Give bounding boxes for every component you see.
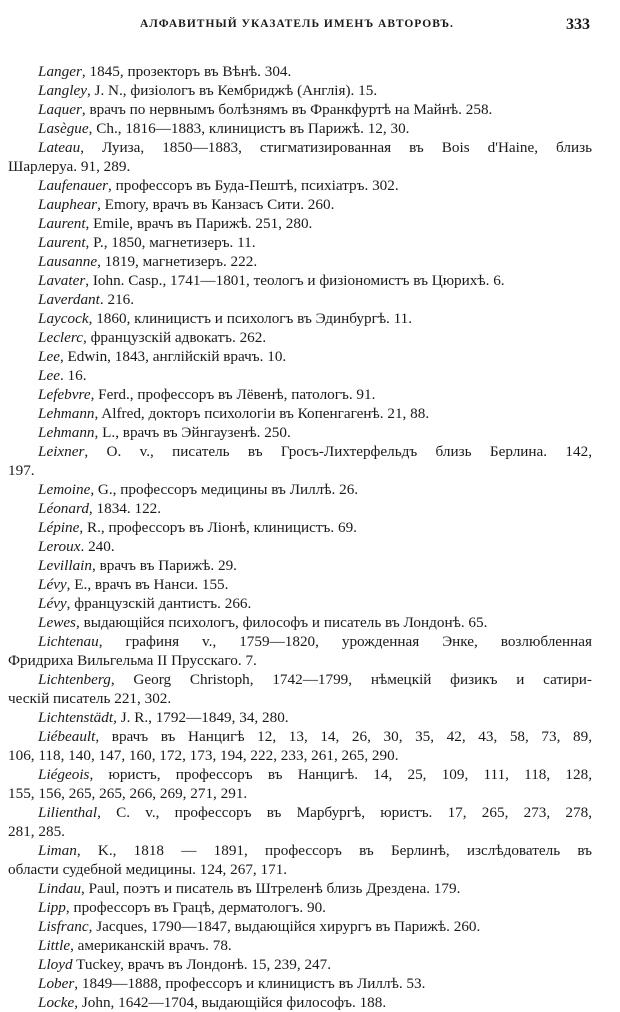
running-title: АЛФАВИТНЫЙ УКАЗАТЕЛЬ ИМЕНЪ АВТОРОВЪ. [140,18,454,30]
entry-text: , O. v., писатель въ Гросъ-Лихтерфельдъ близь Берлина. 142, [84,443,592,460]
entry-text: , Луиза, 1850—1883, стигматизированная въ Bois d'Haine, близь [80,139,592,156]
entry-text: 197. [8,462,35,479]
index-entry [0,81,620,100]
entry-continuation-line [0,746,620,765]
index-entry [0,974,620,993]
entry-text: , Ferd., профессоръ въ Лёвенѣ, патологъ. 91. [90,386,376,403]
index-entry [0,347,620,366]
author-name: Lichtenau [38,633,99,650]
entry-text: , Jacques, 1790—1847, выдающiйся хирургъ въ Парижѣ. 260. [88,918,481,935]
entry-continuation-line [0,689,620,708]
author-name: Lipp [38,899,66,916]
author-name: Lichtenstädt [38,709,114,726]
author-name: Liégeois [38,766,90,783]
author-name: Lévy [38,595,67,612]
entry-text: , J. R., 1792—1849, 34, 280. [113,709,289,726]
entry-continuation-line [0,822,620,841]
index-entry [0,936,620,955]
author-name: Lavater [38,272,86,289]
entry-text: , C. v., профессоръ въ Марбургѣ, юристъ. 17, 265, 273, 278, [97,804,592,821]
index-entry [0,62,620,81]
index-entry [0,100,620,119]
author-name: Laufenauer [38,177,109,194]
index-entry [0,176,620,195]
index-entry [0,575,620,594]
author-name: Locke [38,994,75,1011]
entry-text: , американскiй врачъ. 78. [70,937,232,954]
entry-text: 155, 156, 265, 265, 266, 269, 271, 291. [8,785,248,802]
entry-text: , 1834. 122. [88,500,162,517]
entry-continuation-line [0,157,620,176]
entry-continuation-line [0,651,620,670]
author-name: Lober [38,975,75,992]
author-name: Léonard [38,500,89,517]
author-name: Little [38,937,71,954]
index-entry [0,404,620,423]
entry-text: , 1849—1888, профессоръ и клиницистъ въ Лиллѣ. 53. [74,975,426,992]
entry-text: , юристъ, профессоръ въ Нанцигѣ. 14, 25, 109, 111, 118, 128, [89,766,592,783]
author-name: Lee [38,367,60,384]
entry-text: , Ch., 1816—1883, клиницистъ въ Парижѣ. 12, 30. [88,120,410,137]
index-entry [0,898,620,917]
entry-text: , K., 1818 — 1891, профессоръ въ Берлинѣ, изслѣдователь въ [76,842,592,859]
entry-text: , графиня v., 1759—1820, урожденная Энке, возлюбленная [98,633,592,650]
entry-text: , 1819, магнетизеръ. 222. [97,253,258,270]
author-name: Lemoine [38,481,91,498]
entry-text: ческiй писатель 221, 302. [8,690,172,707]
entry-text: , врачъ въ Парижѣ. 29. [92,557,237,574]
author-name: Langley [38,82,87,99]
index-entry [0,537,620,556]
index-entry [0,879,620,898]
entry-text: , врачъ въ Нанцигѣ 12, 13, 14, 26, 30, 35, 42, 43, 58, 73, 89, [95,728,592,745]
index-entry [0,556,620,575]
entry-text: 106, 118, 140, 147, 160, 172, 173, 194, 222, 233, 261, 265, 290. [8,747,399,764]
entry-text: , французскiй адвокатъ. 262. [82,329,267,346]
author-name: Laurent [38,215,86,232]
author-name: Lépine [38,519,80,536]
entry-text: Tuckey, врачъ въ Лондонѣ. 15, 239, 247. [72,956,332,973]
index-entry [0,119,620,138]
entry-text: , Edwin, 1843, англiйскiй врачъ. 10. [59,348,287,365]
author-name: Lilienthal [38,804,98,821]
author-name: Leroux [38,538,81,555]
author-name: Laquer [38,101,82,118]
entry-continuation-line [0,461,620,480]
author-index-list [0,62,620,1012]
entry-text: , французскiй дантистъ. 266. [66,595,252,612]
index-entry [0,328,620,347]
author-name: Lewes [38,614,76,631]
entry-text: , Emory, врачъ въ Канзасъ Сити. 260. [97,196,335,213]
entry-text: , Paul, поэтъ и писатель въ Штреленѣ близь Дрездена. 179. [81,880,461,897]
entry-text: , профессоръ въ Грацѣ, дерматологъ. 90. [65,899,326,916]
page-header [100,16,590,36]
author-name: Liébeault [38,728,96,745]
index-entry [0,993,620,1012]
author-name: Lausanne [38,253,98,270]
entry-text: , Iohn. Casp., 1741—1801, теологъ и физiономистъ въ Цюрихѣ. 6. [85,272,505,289]
entry-text: Фридриха Вильгельма II Прусскаго. 7. [8,652,257,669]
index-entry [0,632,620,651]
index-entry [0,271,620,290]
author-name: Lisfranc [38,918,89,935]
entry-text: , R., профессоръ въ Лiонѣ, клиницистъ. 69. [79,519,357,536]
index-entry [0,765,620,784]
author-name: Laycock [38,310,89,327]
author-name: Lefebvre [38,386,91,403]
index-entry [0,499,620,518]
entry-continuation-line [0,860,620,879]
index-entry [0,233,620,252]
entry-text: , E., врачъ въ Нанси. 155. [66,576,229,593]
index-entry [0,594,620,613]
index-entry [0,708,620,727]
entry-text: , P., 1850, магнетизеръ. 11. [85,234,256,251]
index-entry [0,195,620,214]
author-name: Leclerc [38,329,83,346]
author-name: Langer [38,63,82,80]
index-entry [0,290,620,309]
entry-text: , врачъ по нервнымъ болѣзнямъ въ Франкфуртѣ на Майнѣ. 258. [81,101,493,118]
index-entry [0,442,620,461]
author-name: Lévy [38,576,67,593]
entry-text: , Georg Christoph, 1742—1799, нѣмецкiй физикъ и сатири- [110,671,592,688]
index-entry [0,518,620,537]
author-name: Lasègue [38,120,89,137]
index-entry [0,366,620,385]
entry-text: , 1860, клиницистъ и психологъ въ Эдинбургѣ. 11. [88,310,413,327]
entry-text: , профессоръ въ Буда-Пештѣ, психiатръ. 302. [108,177,399,194]
index-entry [0,480,620,499]
entry-continuation-line [0,784,620,803]
entry-text: , G., профессоръ медицины въ Лиллѣ. 26. [90,481,359,498]
entry-text: , J. N., физiологъ въ Кембриджѣ (Англiя). 15. [86,82,378,99]
entry-text: 281, 285. [8,823,65,840]
entry-text: , выдающiйся психологъ, философъ и писатель въ Лондонѣ. 65. [75,614,488,631]
entry-text: , John, 1642—1704, выдающiйся философъ. 188. [74,994,387,1011]
author-name: Lichtenberg [38,671,111,688]
entry-text: , L., врачъ въ Эйнгаузенѣ. 250. [94,424,291,441]
index-entry [0,613,620,632]
entry-text: Шарлеруа. 91, 289. [8,158,131,175]
index-entry [0,309,620,328]
author-name: Laverdant [38,291,100,308]
index-entry [0,670,620,689]
index-entry [0,803,620,822]
index-entry [0,385,620,404]
author-name: Liman [38,842,77,859]
author-name: Lateau [38,139,81,156]
index-entry [0,138,620,157]
page-number: 333 [566,16,590,33]
index-entry [0,955,620,974]
entry-text: области судебной медицины. 124, 267, 171. [8,861,288,878]
entry-text: . 216. [99,291,135,308]
index-entry [0,917,620,936]
index-entry [0,252,620,271]
author-name: Lehmann [38,405,95,422]
author-name: Lee [38,348,60,365]
index-entry [0,727,620,746]
index-entry [0,423,620,442]
index-entry [0,841,620,860]
author-name: Lauphear [38,196,98,213]
author-name: Laurent [38,234,86,251]
entry-text: , Alfred, докторъ психологiи въ Копенгагенѣ. 21, 88. [94,405,430,422]
entry-text: . 16. [59,367,87,384]
author-name: Lehmann [38,424,95,441]
entry-text: , 1845, прозекторъ въ Вѣнѣ. 304. [81,63,292,80]
author-name: Lindau [38,880,82,897]
author-name: Levillain [38,557,92,574]
author-name: Lloyd [38,956,73,973]
index-entry [0,214,620,233]
entry-text: , Emile, врачъ въ Парижѣ. 251, 280. [85,215,313,232]
entry-text: . 240. [80,538,115,555]
author-name: Leixner [38,443,85,460]
